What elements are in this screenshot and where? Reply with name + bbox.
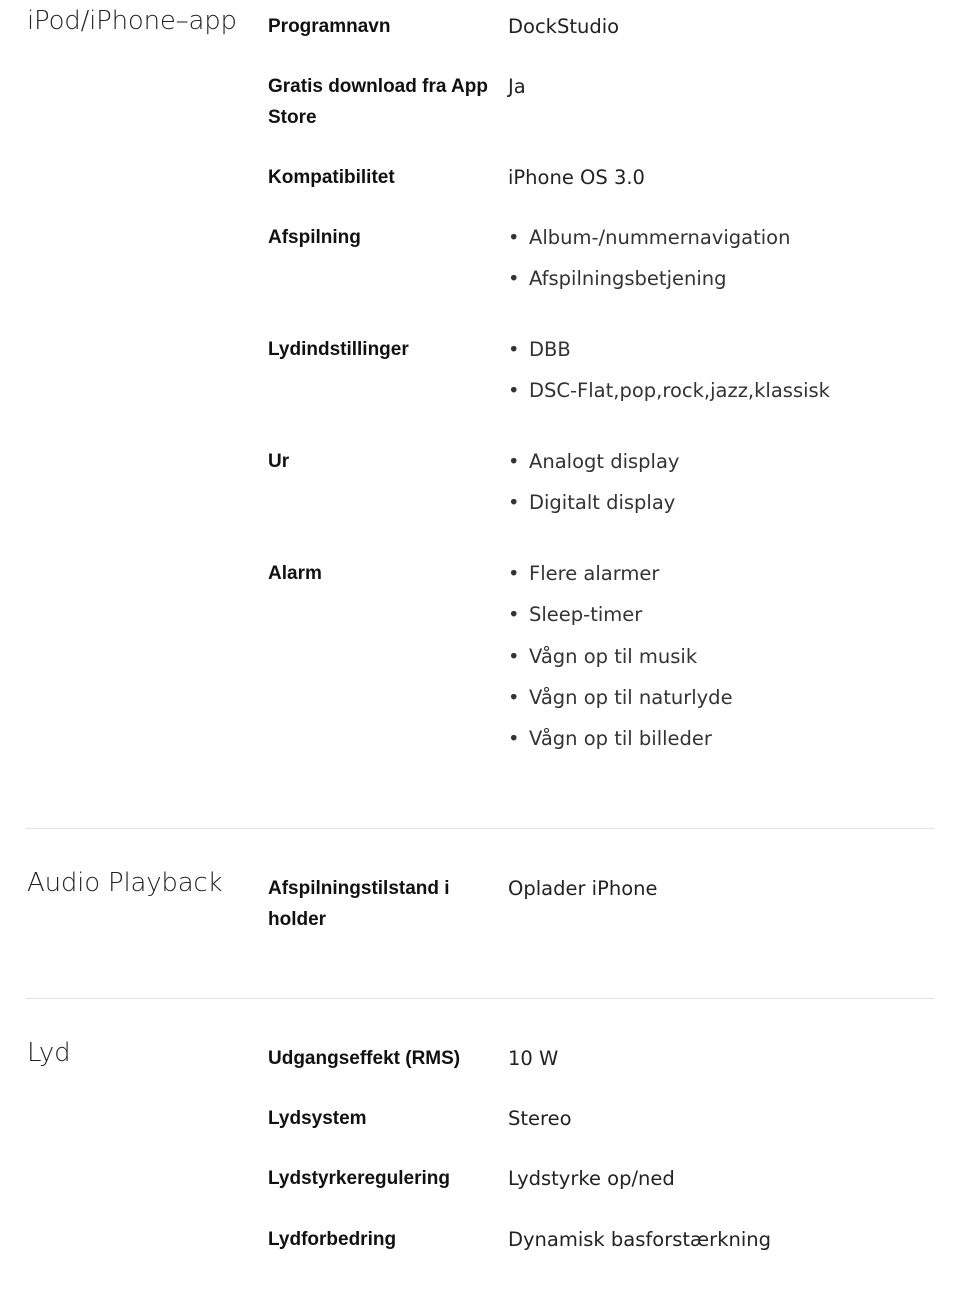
bullet-icon: •	[508, 226, 520, 249]
spec-label: Programnavn	[268, 16, 391, 37]
section-divider	[26, 828, 934, 829]
spec-label: Udgangseffekt (RMS)	[268, 1048, 461, 1069]
bullet-icon: •	[508, 727, 520, 751]
section-divider	[26, 998, 934, 999]
spec-value: iPhone OS 3.0	[508, 166, 645, 189]
bullet-icon: •	[508, 338, 520, 361]
spec-value-list	[508, 558, 938, 764]
bullet-icon: •	[508, 267, 520, 291]
list-item: • Digitalt display	[508, 487, 938, 528]
section-title: iPod/iPhone–app	[27, 6, 237, 36]
bullet-icon: •	[508, 562, 520, 585]
spec-value: Oplader iPhone	[508, 877, 658, 900]
list-item: • DBB	[508, 334, 938, 375]
spec-label: Lydforbedring	[268, 1229, 397, 1250]
spec-value-list	[508, 446, 938, 529]
spec-label: Ur	[268, 451, 290, 472]
spec-value: Dynamisk basforstærkning	[508, 1228, 772, 1251]
spec-label: Lydindstillinger	[268, 339, 409, 360]
list-item: • Flere alarmer	[508, 558, 938, 599]
bullet-icon: •	[508, 603, 520, 627]
section-title: Audio Playback	[27, 868, 223, 898]
section-title: Lyd	[27, 1038, 71, 1068]
bullet-icon: •	[508, 379, 520, 403]
spec-value: Stereo	[508, 1107, 572, 1130]
spec-label: Afspilning	[268, 227, 361, 248]
list-item: • Afspilningsbetjening	[508, 263, 938, 304]
spec-label: Alarm	[268, 563, 322, 584]
list-item: • Album-/nummernavigation	[508, 222, 938, 263]
list-item: • Sleep-timer	[508, 599, 938, 640]
list-item: • Vågn op til billeder	[508, 723, 938, 764]
spec-value: Ja	[508, 75, 526, 98]
spec-value: Lydstyrke op/ned	[508, 1167, 675, 1190]
bullet-icon: •	[508, 450, 520, 473]
bullet-icon: •	[508, 685, 520, 709]
list-item: • Vågn op til musik	[508, 641, 938, 682]
spec-label: Lydsystem	[268, 1108, 367, 1129]
list-item: • DSC-Flat,pop,rock,jazz,klassisk	[508, 375, 938, 416]
list-item: • Analogt display	[508, 446, 938, 487]
spec-label: Gratis download fra App Store	[268, 76, 488, 128]
spec-value-list	[508, 222, 938, 305]
bullet-icon: •	[508, 491, 520, 515]
bullet-icon: •	[508, 644, 520, 668]
spec-label: Lydstyrkeregulering	[268, 1168, 450, 1189]
spec-value-list	[508, 334, 938, 417]
spec-label: Afspilningstilstand i holder	[268, 878, 450, 930]
spec-label: Kompatibilitet	[268, 167, 395, 188]
spec-value: DockStudio	[508, 15, 620, 38]
spec-value: 10 W	[508, 1047, 559, 1070]
list-item: • Vågn op til naturlyde	[508, 682, 938, 723]
